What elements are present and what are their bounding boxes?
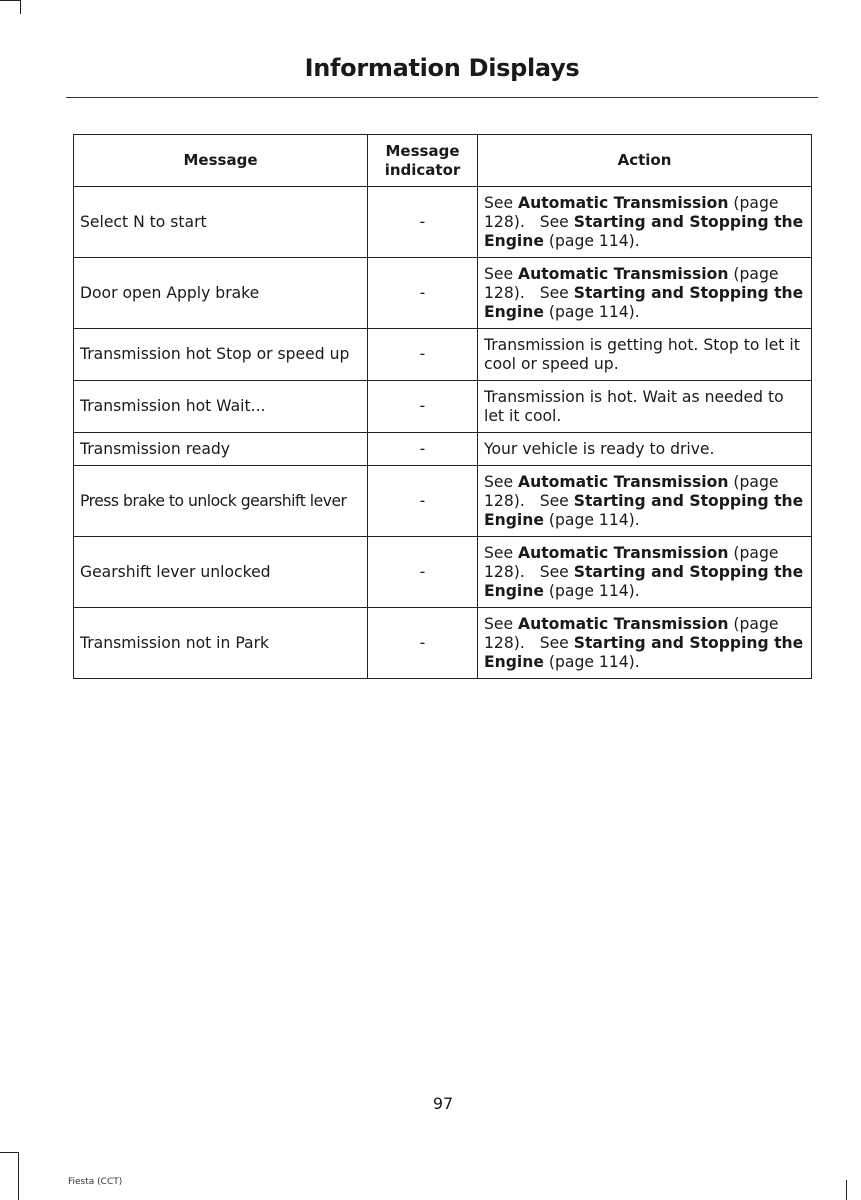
crop-mark-bottom-right: [846, 1180, 847, 1200]
table-row: [74, 258, 812, 329]
crop-mark-top-left-vertical: [20, 0, 21, 14]
information-messages-table: [73, 134, 812, 679]
page-title: Information Displays: [304, 54, 580, 82]
indicator-cell: -: [368, 466, 478, 537]
action-cell: See Automatic Transmission (page 128). See Starting and Stopping the Engine (page 114).: [478, 608, 812, 679]
cross-reference: Automatic Transmission: [518, 264, 729, 283]
footer-model-label: Fiesta (CCT): [68, 1177, 123, 1187]
title-divider: [66, 97, 818, 98]
indicator-cell: -: [368, 537, 478, 608]
message-cell: Gearshift lever unlocked: [74, 537, 368, 608]
message-cell: Select N to start: [74, 187, 368, 258]
action-cell: See Automatic Transmission (page 128). See Starting and Stopping the Engine (page 114).: [478, 466, 812, 537]
message-cell: Door open Apply brake: [74, 258, 368, 329]
action-cell: Transmission is hot. Wait as needed to let it cool.: [478, 381, 812, 433]
table-row: [74, 433, 812, 466]
table-header-row: [74, 135, 812, 187]
table-row: [74, 381, 812, 433]
table-row: [74, 608, 812, 679]
indicator-cell: -: [368, 381, 478, 433]
action-cell: See Automatic Transmission (page 128). See Starting and Stopping the Engine (page 114).: [478, 187, 812, 258]
page-number: 97: [432, 1094, 454, 1113]
table-row: [74, 537, 812, 608]
cross-reference: Automatic Transmission: [518, 472, 729, 491]
cross-reference: Starting and Stopping the Engine: [484, 562, 804, 600]
column-header-message: Message: [74, 135, 368, 187]
crop-mark-bottom-left-vertical: [18, 1152, 19, 1200]
cross-reference: Starting and Stopping the Engine: [484, 283, 804, 321]
indicator-cell: -: [368, 329, 478, 381]
indicator-cell: -: [368, 433, 478, 466]
crop-mark-bottom-left: [0, 1152, 18, 1153]
cross-reference: Starting and Stopping the Engine: [484, 491, 804, 529]
message-cell: Transmission ready: [74, 433, 368, 466]
cross-reference: Automatic Transmission: [518, 614, 729, 633]
action-cell: Transmission is getting hot. Stop to let it cool or speed up.: [478, 329, 812, 381]
cross-reference: Starting and Stopping the Engine: [484, 212, 804, 250]
table-row: [74, 187, 812, 258]
column-header-message-indicator: Message indicator: [368, 135, 478, 187]
message-cell: Transmission hot Wait...: [74, 381, 368, 433]
action-cell: See Automatic Transmission (page 128). See Starting and Stopping the Engine (page 114).: [478, 258, 812, 329]
action-cell: See Automatic Transmission (page 128). See Starting and Stopping the Engine (page 114).: [478, 537, 812, 608]
message-cell: Transmission not in Park: [74, 608, 368, 679]
message-cell: Press brake to unlock gearshift lever: [74, 466, 368, 537]
table-row: [74, 329, 812, 381]
cross-reference: Automatic Transmission: [518, 193, 729, 212]
cross-reference: Automatic Transmission: [518, 543, 729, 562]
indicator-cell: -: [368, 187, 478, 258]
cross-reference: Starting and Stopping the Engine: [484, 633, 804, 671]
column-header-action: Action: [478, 135, 812, 187]
crop-mark-top-left: [0, 0, 20, 1]
action-cell: Your vehicle is ready to drive.: [478, 433, 812, 466]
indicator-cell: -: [368, 258, 478, 329]
table-row: [74, 466, 812, 537]
message-cell: Transmission hot Stop or speed up: [74, 329, 368, 381]
indicator-cell: -: [368, 608, 478, 679]
